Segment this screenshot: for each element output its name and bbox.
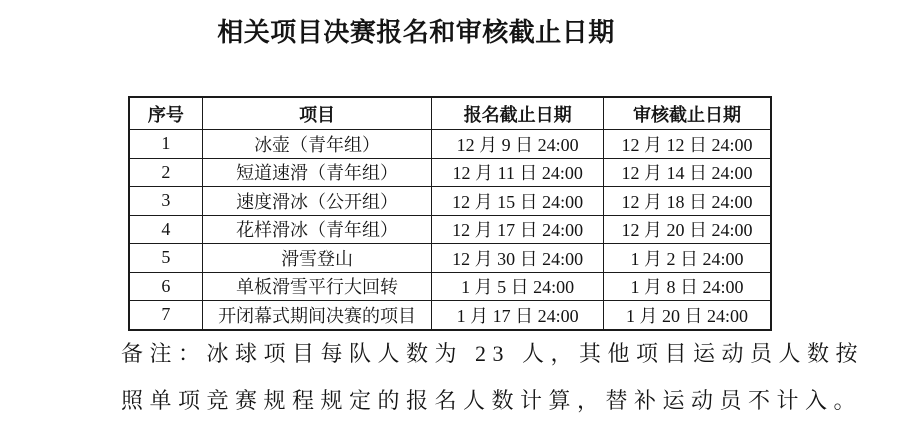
row-review-deadline: 12 月 14 日 24:00 [603, 158, 771, 187]
row-no: 4 [129, 215, 202, 244]
page-title: 相关项目决赛报名和审核截止日期 [217, 18, 615, 47]
row-registration-deadline: 12 月 9 日 24:00 [432, 130, 604, 159]
remarks-note [121, 330, 881, 424]
table-row [129, 187, 771, 216]
row-no: 5 [129, 244, 202, 273]
row-review-deadline: 12 月 18 日 24:00 [603, 187, 771, 216]
header-registration-deadline: 报名截止日期 [432, 97, 604, 130]
table-header-row [129, 97, 771, 130]
row-event: 速度滑冰（公开组） [202, 187, 432, 216]
row-event: 花样滑冰（青年组） [202, 215, 432, 244]
header-no: 序号 [129, 97, 202, 130]
row-no: 6 [129, 272, 202, 301]
row-no: 1 [129, 130, 202, 159]
row-review-deadline: 1 月 20 日 24:00 [603, 301, 771, 330]
row-event: 冰壶（青年组） [202, 130, 432, 159]
header-review-deadline: 审核截止日期 [603, 97, 771, 130]
row-event: 开闭幕式期间决赛的项目 [202, 301, 432, 330]
table-row [129, 215, 771, 244]
deadline-table [128, 96, 772, 331]
row-registration-deadline: 12 月 15 日 24:00 [432, 187, 604, 216]
row-registration-deadline: 12 月 17 日 24:00 [432, 215, 604, 244]
row-registration-deadline: 12 月 11 日 24:00 [432, 158, 604, 187]
row-no: 2 [129, 158, 202, 187]
row-registration-deadline: 1 月 5 日 24:00 [432, 272, 604, 301]
table-row [129, 130, 771, 159]
row-event: 滑雪登山 [202, 244, 432, 273]
row-event: 短道速滑（青年组） [202, 158, 432, 187]
row-event: 单板滑雪平行大回转 [202, 272, 432, 301]
table-row [129, 272, 771, 301]
table-row [129, 301, 771, 330]
row-review-deadline: 1 月 2 日 24:00 [603, 244, 771, 273]
row-no: 7 [129, 301, 202, 330]
row-review-deadline: 12 月 12 日 24:00 [603, 130, 771, 159]
row-review-deadline: 1 月 8 日 24:00 [603, 272, 771, 301]
row-no: 3 [129, 187, 202, 216]
remarks-note-line-1: 备注：冰球项目每队人数为 23 人，其他项目运动员人数按 [121, 341, 865, 366]
row-review-deadline: 12 月 20 日 24:00 [603, 215, 771, 244]
row-registration-deadline: 1 月 17 日 24:00 [432, 301, 604, 330]
row-registration-deadline: 12 月 30 日 24:00 [432, 244, 604, 273]
table-row [129, 244, 771, 273]
table-row [129, 158, 771, 187]
header-event: 项目 [202, 97, 432, 130]
remarks-note-line-2: 照单项竞赛规程规定的报名人数计算，替补运动员不计入。 [121, 388, 863, 413]
